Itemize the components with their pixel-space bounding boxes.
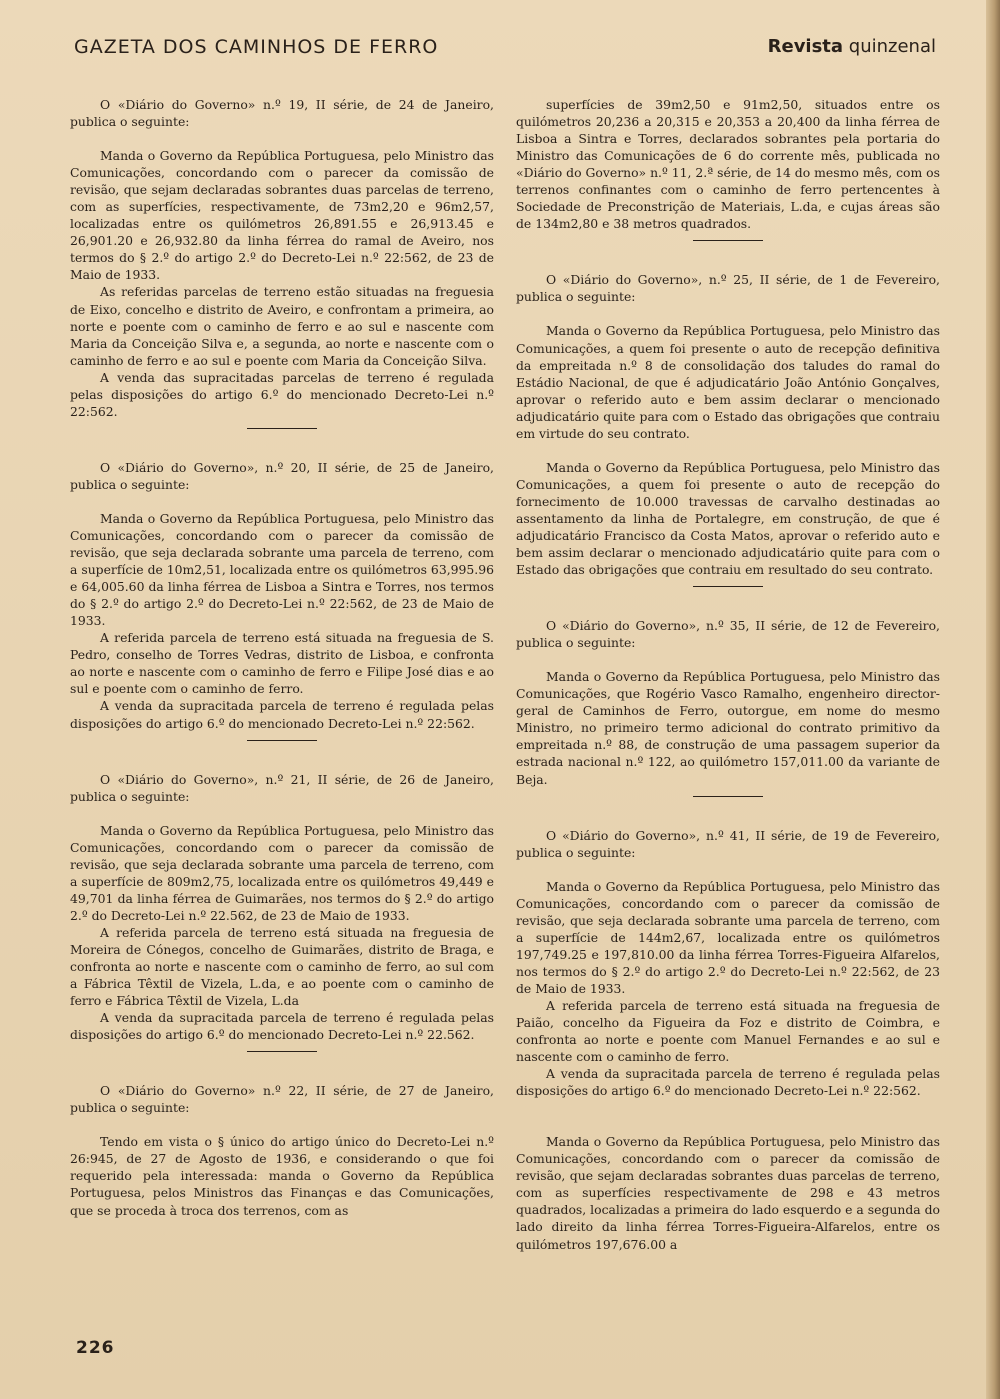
section-divider [247,428,317,429]
paragraph-spacer [516,861,940,878]
paragraph-spacer [70,493,494,510]
notice-heading: O «Diário do Governo», n.º 20, II série, de 25 de Janeiro, publica o seguinte: [70,459,494,492]
paragraph: As referidas parcelas de terreno estão situadas na freguesia de Eixo, concelho e distrito de Aveiro, e confrontam a primeira, ao norte e poente com o caminho de ferro e ao sul e nascente com Maria da Conceição Silva e, a segunda, ao norte e nascente com o caminho de ferro e ao sul e poente com Maria da Conceição Silva. [70,284,494,368]
paragraph-spacer [516,305,940,322]
paragraph-spacer [516,442,940,459]
left-column [70,96,494,1219]
paragraph: superfícies de 39m2,50 e 91m2,50, situados entre os quilómetros 20,236 a 20,315 e 20,353 a 20,400 da linha férrea de Lisboa a Sintra e Torres, declarados sobrantes pela portaria do Ministro das Comunicações de 6 do corrente mês, publicada no «Diário do Governo» n.º 11, 2.ª série, de 14 do mesmo mês, com os terrenos confinantes com o caminho de ferro pertencentes à Sociedade de Preconstrição de Materiais, L.da, e cujas áreas são de 134m2,80 e 38 metros quadrados. [516,97,940,232]
paragraph: Manda o Governo da República Portuguesa, pelo Ministro das Comunicações, que Rogério Vasco Ramalho, engenheiro director-geral de Caminhos de Ferro, outorgue, em nome do mesmo Ministro, no primeiro termo adicional do contrato primitivo da empreitada n.º 88, de construção de uma passagem superior da estrada nacional n.º 122, ao quilómetro 157,011.00 da variante de Beja. [516,669,940,787]
section-divider [693,796,763,797]
section-divider [247,740,317,741]
section-divider [693,240,763,241]
paragraph: Manda o Governo da República Portuguesa, pelo Ministro das Comunicações, concordando com o parecer da comissão de revisão, que seja declarada sobrante uma parcela de terreno, com a superfície de 10m2,51, localizada entre os quilómetros 63,995.96 e 64,005.60 da linha férrea de Lisboa a Sintra e Torres, nos termos do § 2.º do artigo 2.º do Decreto-Lei n.º 22:562, de 23 de Maio de 1933. [70,510,494,629]
paragraph: A referida parcela de terreno está situada na freguesia de Moreira de Cónegos, concelho de Guimarães, distrito de Braga, e confronta ao norte e nascente com o caminho de ferro, ao sul com a Fábrica Têxtil de Vizela, L.da, e ao poente com o caminho de ferro e Fábrica Têxtil de Vizela, L.da [70,924,494,1009]
paragraph: A referida parcela de terreno está situada na freguesia de Paião, concelho da Figueira da Foz e distrito de Coimbra, e confronta ao norte e poente com Manuel Fernandes e ao sul e nascente com o caminho de ferro. [516,997,940,1065]
subtitle-rest: quinzenal [843,36,936,57]
paragraph: Manda o Governo da República Portuguesa, pelo Ministro das Comunicações, concordando com o parecer da comissão de revisão, que seja declarada sobrante uma parcela de terreno, com a superfície de 144m2,67, localizada entre os quilómetros 197,749.25 e 197,810.00 da linha férrea Torres-Figueira Alfarelos, nos termos do § 2.º do artigo 2.º do Decreto-Lei n.º 22:562, de 23 de Maio de 1933. [516,878,940,996]
notice-heading: O «Diário do Governo» n.º 22, II série, de 27 de Janeiro, publica o seguinte: [70,1083,494,1116]
notice-heading: O «Diário do Governo», n.º 25, II série, de 1 de Fevereiro, publica o seguinte: [516,272,940,305]
notice-heading: O «Diário do Governo», n.º 21, II série, de 26 de Janeiro, publica o seguinte: [70,771,494,804]
paragraph: Manda o Governo da República Portuguesa, pelo Ministro das Comunicações, concordando com o parecer da comissão de revisão, que sejam declaradas sobrantes duas parcelas de terreno, com as superfícies, respectivamente, de 73m2,20 e 96m2,57, localizadas entre os quilómetros 26,891.55 e 26,913.45 e 26,901.20 e 26,932.80 da linha férrea do ramal de Aveiro, nos termos do § 2.º do artigo 2.º do Decreto-Lei n.º 22:562, de 23 de Maio de 1933. [70,148,494,283]
notice-heading: O «Diário do Governo», n.º 41, II série, de 19 de Fevereiro, publica o seguinte: [516,827,940,860]
page-number: 226 [76,1338,115,1358]
paragraph: Manda o Governo da República Portuguesa, pelo Ministro das Comunicações, a quem foi presente o auto de recepção definitiva da empreitada n.º 8 de consolidação dos taludes do ramal do Estádio Nacional, de que é adjudicatário João António Gonçalves, aprovar o referido auto e bem assim declarar o mencionado adjudicatário quite para com o Estado das obrigações que contraiu em virtude do seu contrato. [516,323,940,441]
paragraph: A venda da supracitada parcela de terreno é regulada pelas disposições do artigo 6.º do mencionado Decreto-Lei n.º 22:562. [70,698,494,731]
right-column [516,96,940,1253]
journal-subtitle [768,36,936,57]
paragraph: A venda da supracitada parcela de terreno é regulada pelas disposições do artigo 6.º do mencionado Decreto-Lei n.º 22:562. [516,1066,940,1099]
paragraph: A venda das supracitadas parcelas de terreno é regulada pelas disposições do artigo 6.º do mencionado Decreto-Lei n.º 22:562. [70,369,494,419]
paragraph-spacer [70,805,494,822]
paragraph: Tendo em vista o § único do artigo único do Decreto-Lei n.º 26:945, de 27 de Agosto de 1936, e considerando o que foi requerido pela interessada: manda o Governo da República Portuguesa, pelos Ministros das Finanças e das Comunicações, que se proceda à troca dos terrenos, com as [70,1134,494,1218]
section-divider [247,1051,317,1052]
paragraph-spacer [516,651,940,668]
journal-title: GAZETA DOS CAMINHOS DE FERRO [74,36,439,58]
paragraph: Manda o Governo da República Portuguesa, pelo Ministro das Comunicações, concordando com o parecer da comissão de revisão, que seja declarada sobrante uma parcela de terreno, com a superfície de 809m2,75, localizada entre os quilómetros 49,449 e 49,701 da linha férrea de Guimarães, nos termos do § 2.º do artigo 2.º do Decreto-Lei n.º 22.562, de 23 de Maio de 1933. [70,822,494,923]
paragraph-spacer [516,1099,940,1116]
paragraph-spacer [70,130,494,147]
paragraph: Manda o Governo da República Portuguesa, pelo Ministro das Comunicações, a quem foi presente o auto de recepção do fornecimento de 10.000 travessas de carvalho destinadas ao assentamento da linha de Portalegre, em construção, de que é adjudicatário Francisco da Costa Matos, aprovar o referido auto e bem assim declarar o mencionado adjudicatário quite para com o Estado das obrigações que contraiu em resultado do seu contrato. [516,459,940,578]
notice-heading: O «Diário do Governo» n.º 19, II série, de 24 de Janeiro, publica o seguinte: [70,97,494,130]
paragraph: A referida parcela de terreno está situada na freguesia de S. Pedro, conselho de Torres Vedras, distrito de Lisboa, e confronta ao norte e nascente com o caminho de ferro e Filipe José dias e ao sul e poente com o caminho de ferro. [70,630,494,697]
notice-heading: O «Diário do Governo», n.º 35, II série, de 12 de Fevereiro, publica o seguinte: [516,618,940,651]
paragraph-spacer [70,1116,494,1133]
subtitle-bold: Revista [767,36,844,57]
paragraph: Manda o Governo da República Portuguesa, pelo Ministro das Comunicações, concordando com o parecer da comissão de revisão, que sejam declaradas sobrantes duas parcelas de terreno, com as superfícies respectivamente de 298 e 43 metros quadrados, localizadas a primeira do lado esquerdo e a segunda do lado direito da linha férrea Torres-Figueira-Alfarelos, entre os quilómetros 197,676.00 a [516,1134,940,1252]
section-divider [693,586,763,587]
binding-edge [986,0,1000,1399]
paragraph-spacer [516,1116,940,1133]
paragraph: A venda da supracitada parcela de terreno é regulada pelas disposições do artigo 6.º do mencionado Decreto-Lei n.º 22.562. [70,1010,494,1043]
